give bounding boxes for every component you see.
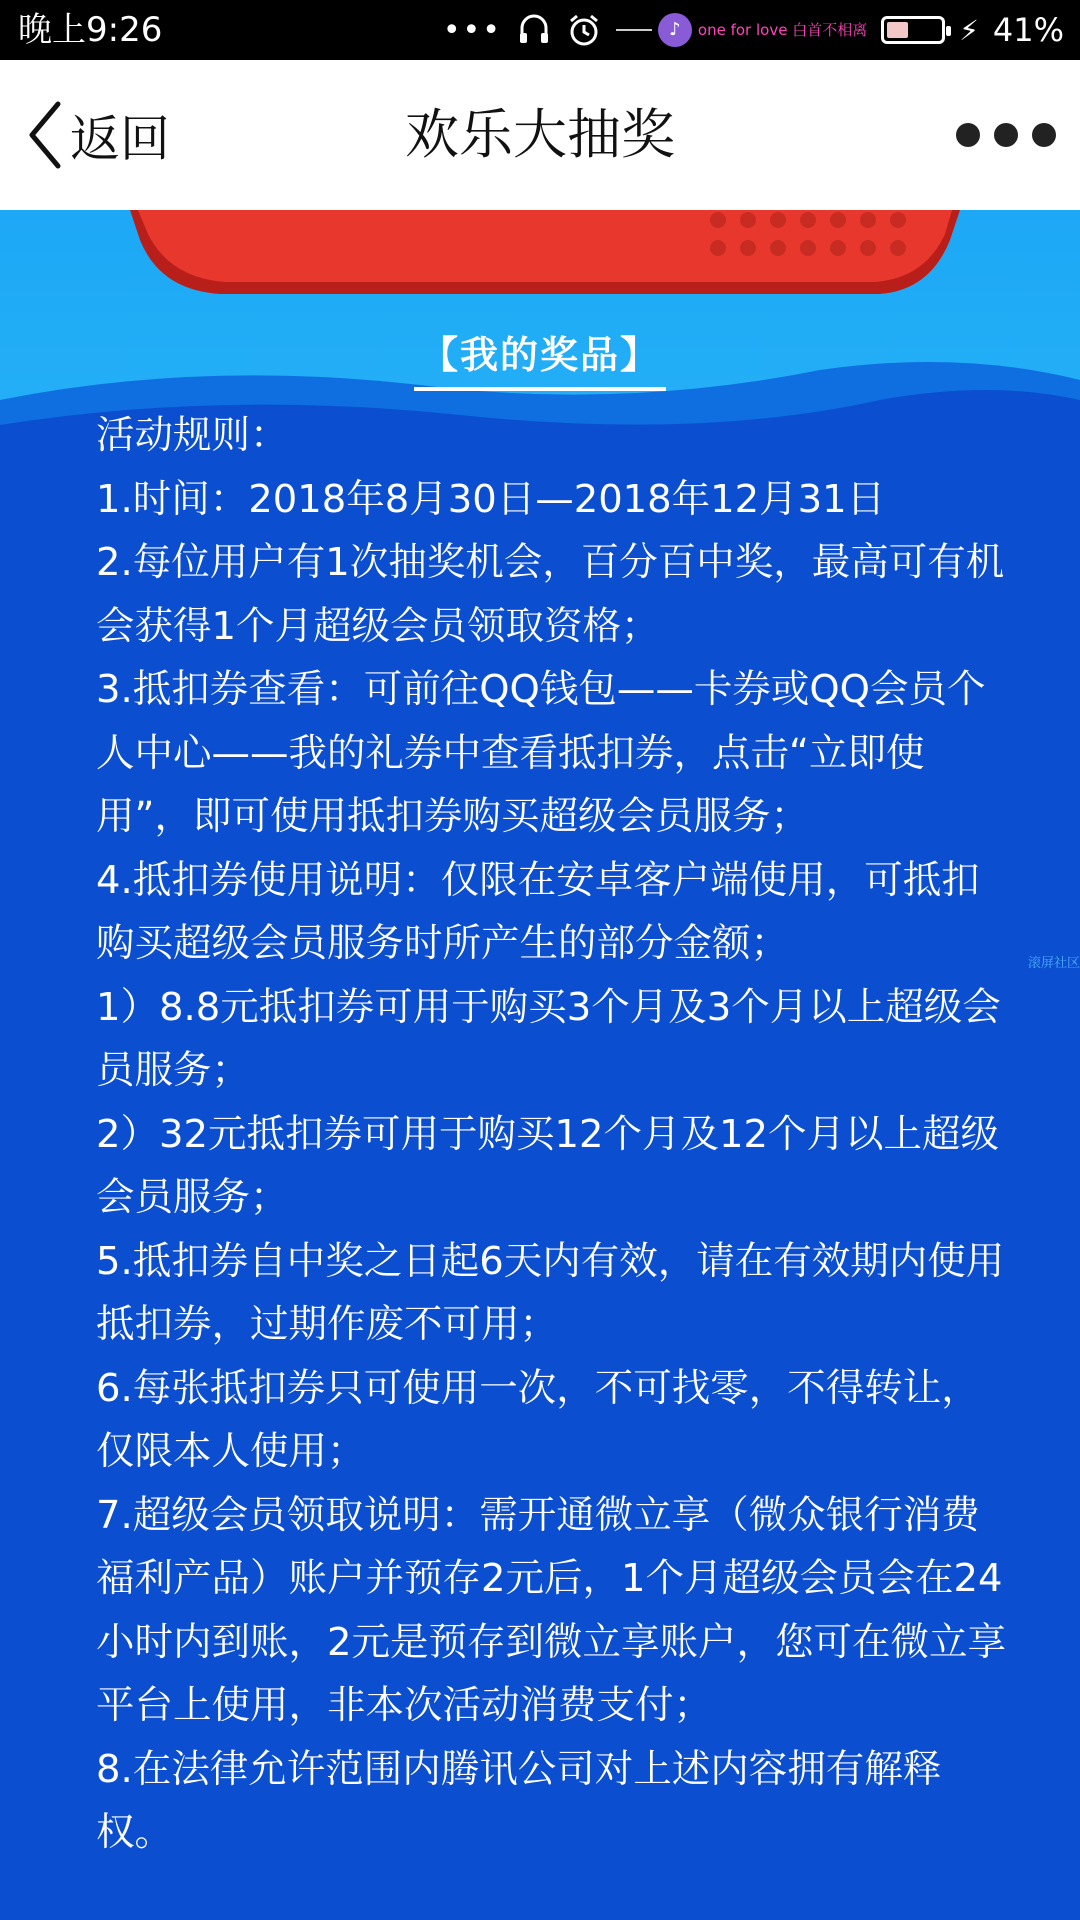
- rule-item: 2）32元抵扣券可用于购买12个月及12个月以上超级会员服务；: [96, 1111, 999, 1220]
- page-title: 欢乐大抽奖: [405, 103, 675, 166]
- more-dot-icon: [956, 123, 980, 147]
- charging-icon: ⚡: [959, 13, 979, 47]
- more-options-button[interactable]: [956, 118, 1056, 152]
- rule-item: 8.在法律允许范围内腾讯公司对上述内容拥有解释权。: [96, 1746, 942, 1855]
- rules-section: [96, 404, 1016, 1865]
- music-disc-icon: ♪: [658, 13, 692, 47]
- watermark: 滚屏社区: [1027, 956, 1080, 971]
- status-icons: [443, 8, 1064, 52]
- rule-item: 6.每张抵扣券只可使用一次，不可找零，不得转让，仅限本人使用；: [96, 1365, 980, 1474]
- battery-icon: [881, 16, 945, 44]
- battery-percent: 41%: [992, 11, 1064, 49]
- my-prizes-link[interactable]: [0, 320, 1080, 391]
- status-time: 晚上9:26: [18, 10, 163, 50]
- headphones-icon: [516, 12, 552, 48]
- more-dot-icon: [994, 123, 1018, 147]
- rule-item: 1.时间：2018年8月30日—2018年12月31日: [96, 476, 886, 522]
- rule-item: 4.抵扣券使用说明：仅限在安卓客户端使用，可抵扣购买超级会员服务时所产生的部分金额；: [96, 857, 980, 966]
- rule-item: 7.超级会员领取说明：需开通微立享（微众银行消费福利产品）账户并预存2元后，1个月超级会员会在24小时内到账，2元是预存到微立享账户，您可在微立享平台上使用，非本次活动消费支付；: [96, 1492, 1006, 1728]
- more-notifications-icon: •••: [442, 12, 502, 48]
- music-widget: [616, 13, 867, 47]
- rule-item: 1）8.8元抵扣券可用于购买3个月及3个月以上超级会员服务；: [96, 984, 1001, 1093]
- rule-item: 5.抵扣券自中奖之日起6天内有效，请在有效期内使用抵扣券，过期作废不可用；: [96, 1238, 1005, 1347]
- music-lyric: one for love 白首不相离: [697, 20, 868, 39]
- more-dot-icon: [1032, 123, 1056, 147]
- my-prizes-label: 【我的奖品】: [414, 320, 666, 391]
- nav-bar: [0, 60, 1080, 210]
- alarm-icon: [566, 12, 602, 48]
- rules-heading: 活动规则：: [96, 413, 289, 458]
- status-bar: [0, 0, 1080, 60]
- rule-item: 2.每位用户有1次抽奖机会，百分百中奖，最高可有机会获得1个月超级会员领取资格；: [96, 540, 1005, 649]
- rule-item: 3.抵扣券查看：可前往QQ钱包——卡券或QQ会员个人中心——我的礼券中查看抵扣券，点击“立即使用”，即可使用抵扣券购买超级会员服务；: [96, 667, 986, 839]
- back-label: 返回: [70, 110, 170, 168]
